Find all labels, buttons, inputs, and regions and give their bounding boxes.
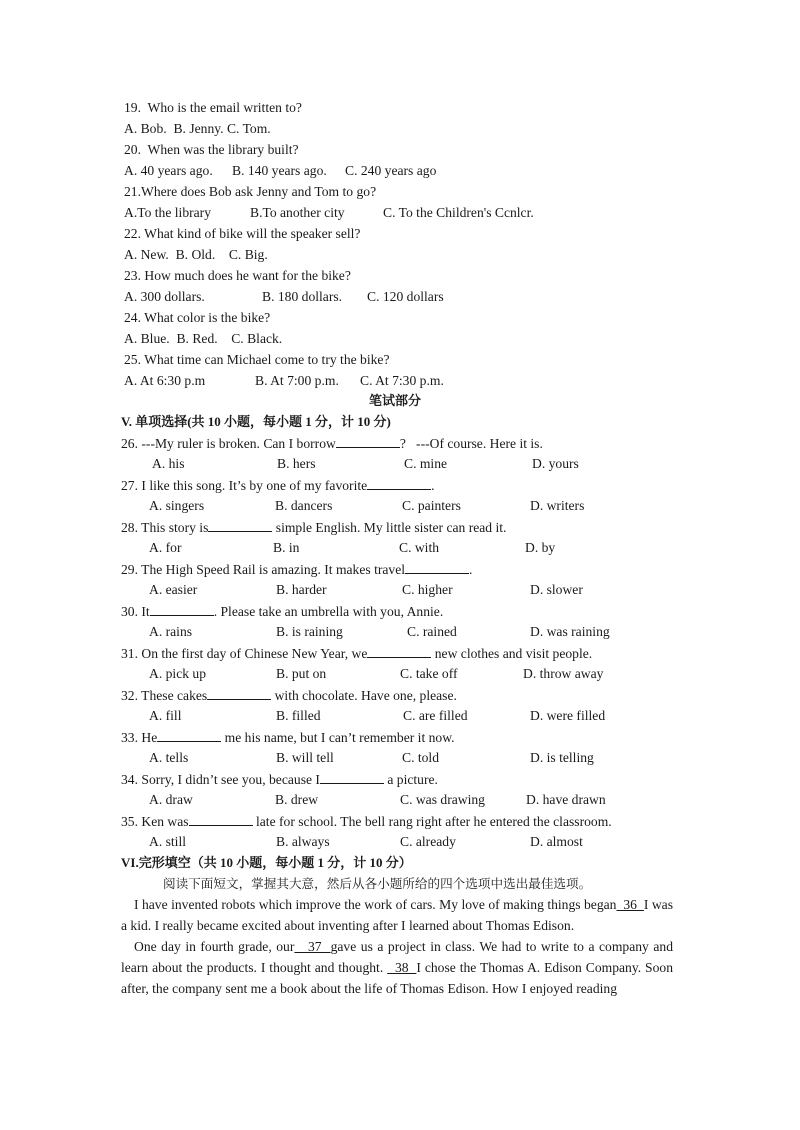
answer-blank [157, 728, 221, 742]
option-33d: D. is telling [530, 750, 594, 765]
cloze-paragraph-1: I have invented robots which improve the work of cars. My love of making things began 36 I was a kid. I really became excited about inventing after I learned about Thomas Edison. [121, 897, 673, 933]
option-31c: C. take off [400, 666, 458, 681]
option-32b: B. filled [276, 708, 321, 723]
option-30d: D. was raining [530, 624, 610, 639]
cloze-blank-36: 36 [616, 897, 644, 912]
option-33c: C. told [402, 750, 440, 765]
question-30: 30. It . Please take an umbrella with you, Annie. [121, 604, 444, 619]
option-31b: B. put on [276, 666, 327, 681]
question-26: 26. ---My ruler is broken. Can I borrow ? ---Of course. Here it is. [121, 436, 543, 451]
option-34a: A. draw [149, 792, 193, 807]
option-26d: D. yours [532, 456, 579, 471]
option-23b: B. 180 dollars. [262, 289, 343, 304]
option-21c: C. To the Children's Ccnlcr. [383, 205, 534, 220]
option-25a: A. At 6:30 p.m [124, 373, 206, 388]
option-21b: B.To another city [250, 205, 345, 220]
option-23c: C. 120 dollars [367, 289, 444, 304]
question-23: 23. How much does he want for the bike? [124, 268, 351, 283]
option-20a: A. 40 years ago. [124, 163, 213, 178]
option-28c: C. with [399, 540, 440, 555]
options-19: A. Bob. B. Jenny. C. Tom. [124, 121, 271, 136]
written-section-title: 笔试部分 [369, 394, 422, 409]
question-21: 21.Where does Bob ask Jenny and Tom to go? [124, 184, 377, 199]
option-30c: C. rained [407, 624, 457, 639]
option-26b: B. hers [277, 456, 316, 471]
option-25b: B. At 7:00 p.m. [255, 373, 339, 388]
option-30b: B. is raining [276, 624, 343, 639]
answer-blank [405, 560, 469, 574]
answer-blank [189, 812, 253, 826]
question-32: 32. These cakes with chocolate. Have one, please. [121, 688, 457, 703]
question-34: 34. Sorry, I didn’t see you, because I a picture. [121, 772, 438, 787]
option-35b: B. always [276, 834, 330, 849]
question-20: 20. When was the library built? [124, 142, 299, 157]
option-32d: D. were filled [530, 708, 606, 723]
option-29d: D. slower [530, 582, 583, 597]
option-29a: A. easier [149, 582, 198, 597]
answer-blank [208, 518, 272, 532]
option-29c: C. higher [402, 582, 453, 597]
option-28b: B. in [273, 540, 300, 555]
option-30a: A. rains [149, 624, 193, 639]
option-27a: A. singers [149, 498, 205, 513]
answer-blank [336, 434, 400, 448]
option-26c: C. mine [404, 456, 448, 471]
option-28a: A. for [149, 540, 182, 555]
cloze-paragraph-2: One day in fourth grade, our 37 gave us a project in class. We had to write to a company and learn about the products. I thought and thought. 38 I chose the Thomas A. Edison Company. Soon after, the company sent me a book about the life of Thomas Edison. How I enjoyed reading [121, 939, 673, 996]
section-6-title: VI.完形填空（共 10 小题，每小题 1 分，计 10 分） [121, 855, 412, 870]
answer-blank [367, 644, 431, 658]
cloze-blank-37: 37 [294, 939, 331, 954]
question-19: 19. Who is the email written to? [124, 100, 302, 115]
question-27: 27. I like this song. It’s by one of my favorite . [121, 478, 435, 493]
option-35d: D. almost [530, 834, 583, 849]
option-26a: A. his [152, 456, 185, 471]
option-34d: D. have drawn [526, 792, 606, 807]
option-20b: B. 140 years ago. [232, 163, 327, 178]
option-28d: D. by [525, 540, 556, 555]
answer-blank [367, 476, 431, 490]
question-25: 25. What time can Michael come to try the bike? [124, 352, 390, 367]
question-35: 35. Ken was late for school. The bell rang right after he entered the classroom. [121, 814, 612, 829]
option-31d: D. throw away [523, 666, 604, 681]
option-31a: A. pick up [149, 666, 207, 681]
answer-blank [207, 686, 271, 700]
option-25c: C. At 7:30 p.m. [360, 373, 444, 388]
option-23a: A. 300 dollars. [124, 289, 205, 304]
answer-blank [320, 770, 384, 784]
options-22: A. New. B. Old. C. Big. [124, 247, 268, 262]
option-29b: B. harder [276, 582, 327, 597]
section-5-title: V. 单项选择(共 10 小题，每小题 1 分，计 10 分) [121, 414, 391, 429]
option-20c: C. 240 years ago [345, 163, 437, 178]
question-29: 29. The High Speed Rail is amazing. It makes travel . [121, 562, 473, 577]
question-24: 24. What color is the bike? [124, 310, 271, 325]
option-35a: A. still [149, 834, 187, 849]
question-33: 33. He me his name, but I can’t remember it now. [121, 730, 455, 745]
option-35c: C. already [400, 834, 456, 849]
options-24: A. Blue. B. Red. C. Black. [124, 331, 283, 346]
cloze-blank-38: 38 [387, 960, 417, 975]
question-28: 28. This story is simple English. My little sister can read it. [121, 520, 507, 535]
question-31: 31. On the first day of Chinese New Year, we new clothes and visit people. [121, 646, 593, 661]
question-22: 22. What kind of bike will the speaker sell? [124, 226, 361, 241]
option-27b: B. dancers [275, 498, 333, 513]
option-27c: C. painters [402, 498, 461, 513]
option-21a: A.To the library [124, 205, 212, 220]
option-33b: B. will tell [276, 750, 334, 765]
answer-blank [150, 602, 214, 616]
option-27d: D. writers [530, 498, 585, 513]
option-34b: B. drew [275, 792, 319, 807]
option-32a: A. fill [149, 708, 182, 723]
section-6-instruction: 阅读下面短文，掌握其大意，然后从各小题所给的四个选项中选出最佳选项。 [163, 876, 592, 891]
option-34c: C. was drawing [400, 792, 485, 807]
option-33a: A. tells [149, 750, 189, 765]
option-32c: C. are filled [403, 708, 468, 723]
